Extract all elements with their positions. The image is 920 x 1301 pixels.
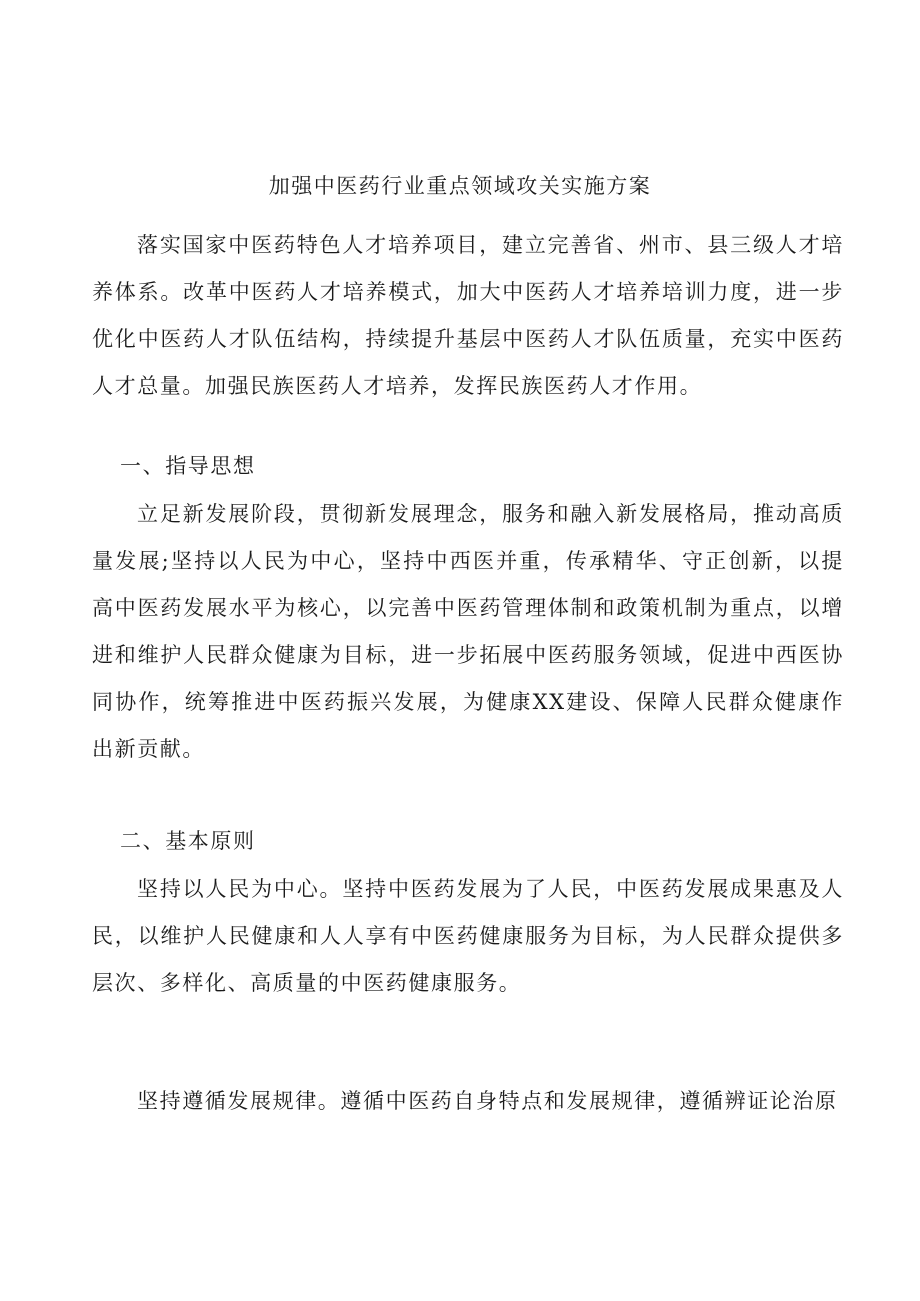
section-heading-basic-principles: 二、基本原则 [120,829,256,853]
paragraph-talent-cultivation: 落实国家中医药特色人才培养项目，建立完善省、州市、县三级人才培养体系。改革中医药人才培养模式，加大中医药人才培养培训力度，进一步优化中医药人才队伍结构，持续提升基层中医药人才队伍质量，充实中医药人才总量。加强民族医药人才培养，发挥民族医药人才作用。 [92,233,844,398]
document-title: 加强中医药行业重点领域攻关实施方案 [268,174,652,198]
paragraph-follow-development-laws: 坚持遵循发展规律。遵循中医药自身特点和发展规律，遵循辨证论治原 [137,1089,838,1113]
section-heading-guiding-ideology: 一、指导思想 [120,454,256,478]
paragraph-guiding-ideology: 立足新发展阶段，贯彻新发展理念，服务和融入新发展格局，推动高质量发展;坚持以人民为中心，坚持中西医并重，传承精华、守正创新，以提高中医药发展水平为核心，以完善中医药管理体制和政策机制为重点，以增进和维护人民群众健康为目标，进一步拓展中医药服务领域，促进中西医协同协作，统筹推进中医药振兴发展，为健康XX建设、保障人民群众健康作出新贡献。 [92,502,844,761]
paragraph-people-centered: 坚持以人民为中心。坚持中医药发展为了人民，中医药发展成果惠及人民，以维护人民健康和人人享有中医药健康服务为目标，为人民群众提供多层次、多样化、高质量的中医药健康服务。 [92,877,844,995]
